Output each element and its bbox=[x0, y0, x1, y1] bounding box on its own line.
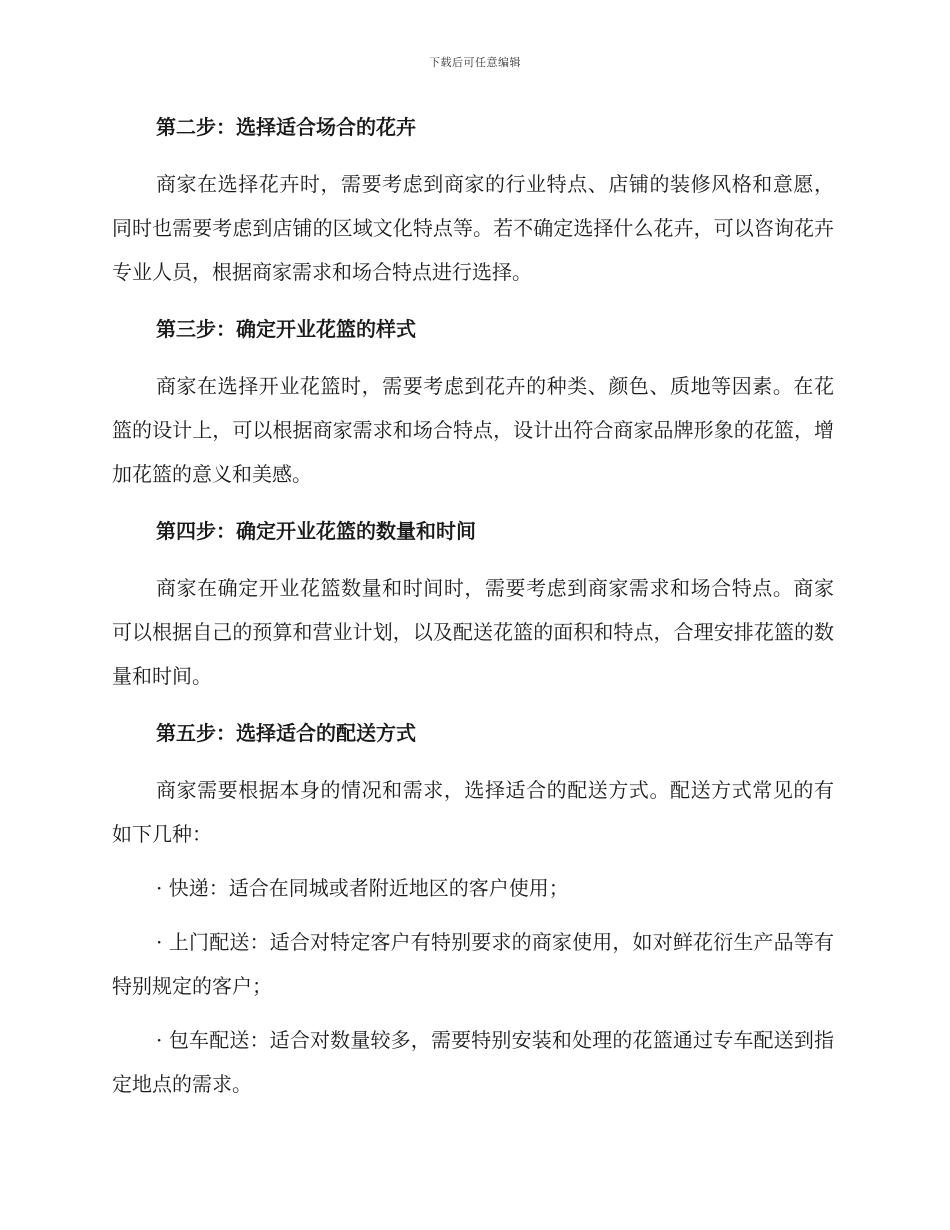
page-header-note: 下载后可任意编辑 bbox=[429, 56, 521, 69]
section-heading: 第四步：确定开业花篮的数量和时间 bbox=[156, 519, 476, 543]
section-paragraph: 商家在选择花卉时，需要考虑到商家的行业特点、店铺的装修风格和意愿，同时也需要考虑到店铺的区域文化特点等。若不确定选择什么花卉，可以咨询花卉专业人员，根据商家需求和场合特点进行选择。 bbox=[112, 172, 834, 284]
section-heading: 第二步：选择适合场合的花卉 bbox=[156, 115, 416, 139]
section-paragraph: 商家需要根据本身的情况和需求，选择适合的配送方式。配送方式常见的有如下几种： bbox=[112, 778, 834, 846]
document-body bbox=[112, 108, 834, 1106]
section-heading: 第三步：确定开业花篮的样式 bbox=[156, 317, 416, 341]
list-item-charter-delivery: · 包车配送：适合对数量较多，需要特别安装和处理的花篮通过专车配送到指定地点的需求。 bbox=[112, 1028, 834, 1096]
delivery-method-list bbox=[112, 866, 834, 1106]
section-paragraph: 商家在选择开业花篮时，需要考虑到花卉的种类、颜色、质地等因素。在花篮的设计上，可以根据商家需求和场合特点，设计出符合商家品牌形象的花篮，增加花篮的意义和美感。 bbox=[112, 374, 834, 486]
section-step-3 bbox=[112, 310, 834, 512]
list-item-door-delivery: · 上门配送：适合对特定客户有特别要求的商家使用，如对鲜花衍生产品等有特别规定的客户； bbox=[112, 930, 834, 998]
section-step-2 bbox=[112, 108, 834, 310]
section-step-4 bbox=[112, 512, 834, 714]
section-paragraph: 商家在确定开业花篮数量和时间时，需要考虑到商家需求和场合特点。商家可以根据自己的预算和营业计划，以及配送花篮的面积和特点，合理安排花篮的数量和时间。 bbox=[112, 576, 834, 688]
section-heading: 第五步：选择适合的配送方式 bbox=[156, 721, 416, 745]
list-item-express: · 快递：适合在同城或者附近地区的客户使用； bbox=[156, 876, 569, 900]
section-step-5 bbox=[112, 714, 834, 866]
